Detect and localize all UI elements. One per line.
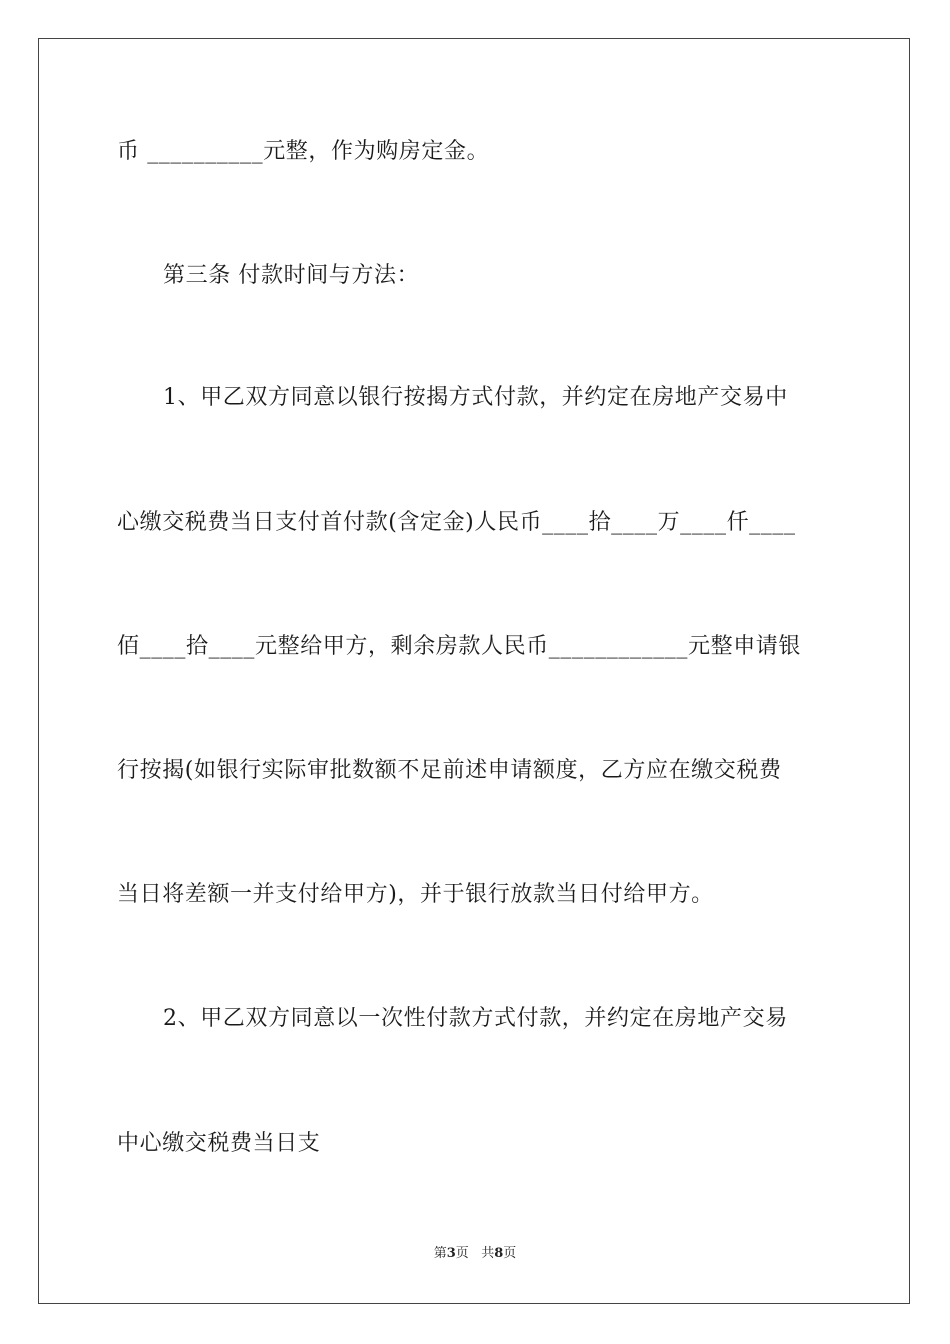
text-line-4: 心缴交税费当日支付首付款(含定金)人民币____拾____万____仟____	[117, 510, 796, 535]
text-line-9: 中心缴交税费当日支	[117, 1131, 321, 1156]
article-heading: 第三条 付款时间与方法：	[163, 263, 420, 288]
footer-total-suffix: 页	[503, 1246, 517, 1261]
footer-page-suffix: 页	[455, 1246, 469, 1261]
text-line-7: 当日将差额一并支付给甲方)，并于银行放款当日付给甲方。	[117, 882, 714, 907]
text-line-3: 1、甲乙双方同意以银行按揭方式付款，并约定在房地产交易中	[163, 385, 788, 410]
footer-page-number: 3	[446, 1246, 456, 1261]
text-line-5: 佰____拾____元整给甲方，剩余房款人民币____________元整申请银	[117, 634, 802, 659]
footer-page-prefix: 第	[433, 1246, 447, 1261]
text-line-1: 币 __________元整，作为购房定金。	[117, 139, 490, 164]
footer-total-number: 8	[494, 1246, 504, 1261]
page-footer	[0, 1245, 950, 1263]
text-line-8: 2、甲乙双方同意以一次性付款方式付款，并约定在房地产交易	[163, 1006, 788, 1031]
text-line-6: 行按揭(如银行实际审批数额不足前述申请额度，乙方应在缴交税费	[117, 758, 782, 783]
footer-total-prefix: 共	[481, 1246, 495, 1261]
page-border	[38, 38, 910, 1304]
